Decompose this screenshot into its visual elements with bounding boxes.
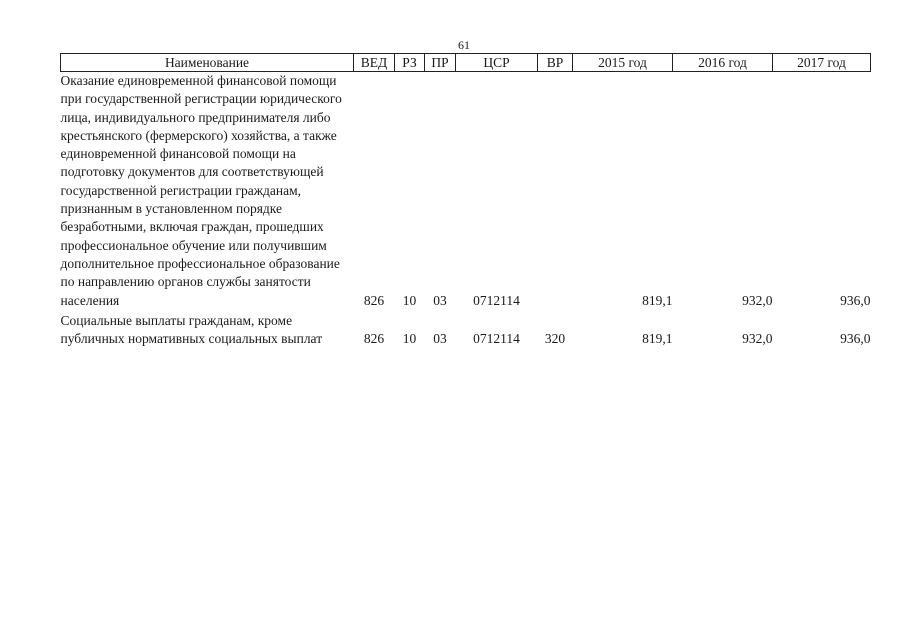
row-2015: 819,1 bbox=[642, 331, 673, 347]
table-header-row bbox=[61, 54, 871, 72]
row-rz: 10 bbox=[402, 292, 417, 308]
row-ved: 826 bbox=[363, 292, 385, 308]
row-2017: 936,0 bbox=[840, 292, 871, 308]
row-csr: 0712114 bbox=[473, 331, 520, 347]
row-name: Социальные выплаты гражданам, кроме публичных нормативных социальных выплат bbox=[60, 312, 323, 347]
header-rz: РЗ bbox=[395, 54, 425, 72]
row-2017: 936,0 bbox=[840, 331, 871, 347]
row-2016: 932,0 bbox=[742, 292, 773, 308]
row-vr bbox=[538, 72, 573, 310]
row-pr: 03 bbox=[433, 331, 447, 347]
header-2016: 2016 год bbox=[673, 54, 773, 72]
row-ved: 826 bbox=[363, 331, 385, 347]
table-row bbox=[61, 72, 871, 310]
page-number: 61 bbox=[458, 38, 470, 52]
row-name: Оказание единовременной финансовой помощи при государственной регистрации юридического лица, индивидуального предпринимателя либо крестьянского (фермерского) хозяйства, а также единовременной финансовой помощи на подготовку документов для соответствующей государственной регистрации гражданам, признанным в установленном порядке безработными, включая граждан, прошедших профессиональное обучение или получившим дополнительное профессиональное образование по направлению органов службы занятости населения bbox=[60, 73, 342, 308]
row-csr: 0712114 bbox=[473, 292, 520, 308]
row-2015: 819,1 bbox=[642, 292, 673, 308]
header-name: Наименование bbox=[61, 54, 354, 72]
table-row bbox=[61, 310, 871, 349]
row-vr: 320 bbox=[544, 331, 566, 347]
budget-table bbox=[60, 53, 871, 348]
row-pr: 03 bbox=[433, 292, 447, 308]
header-vr: ВР bbox=[538, 54, 573, 72]
header-pr: ПР bbox=[425, 54, 456, 72]
header-ved: ВЕД bbox=[354, 54, 395, 72]
header-csr: ЦСР bbox=[456, 54, 538, 72]
row-rz: 10 bbox=[402, 331, 417, 347]
header-2015: 2015 год bbox=[573, 54, 673, 72]
header-2017: 2017 год bbox=[773, 54, 871, 72]
row-2016: 932,0 bbox=[742, 331, 773, 347]
